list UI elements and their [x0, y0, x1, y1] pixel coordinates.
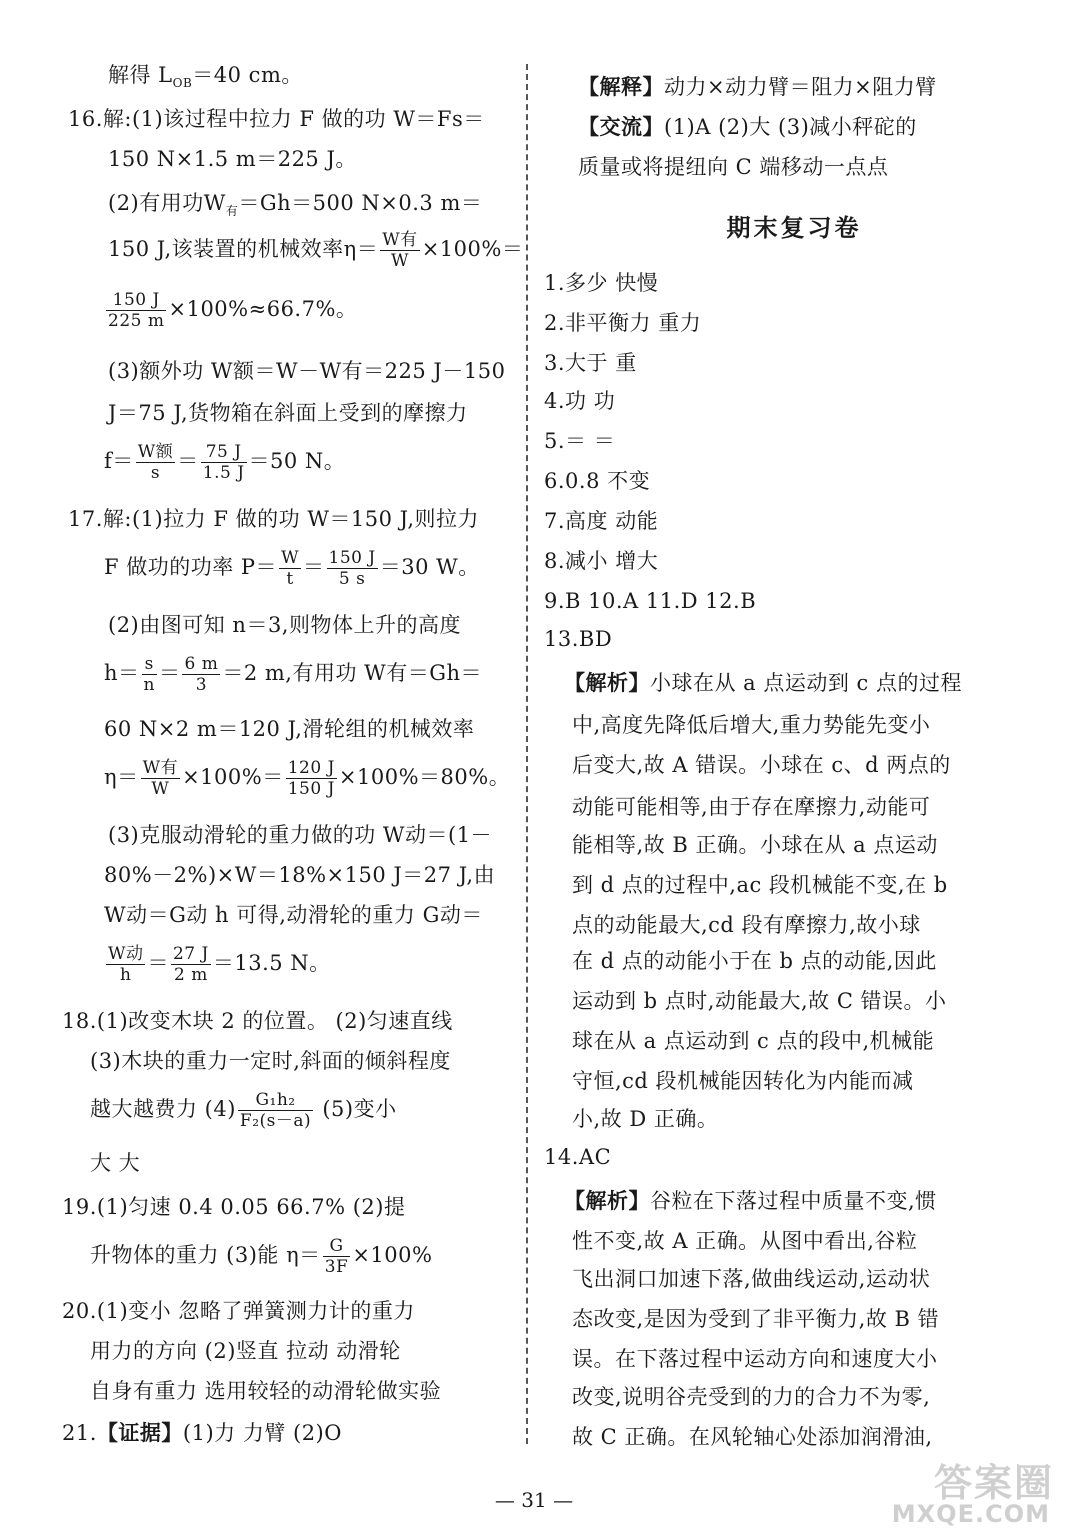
answer-13: 13.BD — [544, 627, 613, 651]
q20-line-3: 自身有重力 选用较轻的动滑轮做实验 — [90, 1379, 442, 1403]
fraction: W有 W — [382, 230, 418, 271]
q18-line-1: 18.(1)改变木块 2 的位置。 (2)匀速直线 — [62, 1009, 453, 1033]
q13-analysis-8: 在 d 点的动能小于在 b 点的动能,因此 — [572, 949, 937, 973]
q16-line-7: J＝75 J,货物箱在斜面上受到的摩擦力 — [108, 401, 468, 425]
q17-line-5: 60 N×2 m＝120 J,滑轮组的机械效率 — [104, 717, 475, 741]
line-solve-lob: 解得 $L_{OB}=40$ cm。 — [108, 63, 303, 91]
q18-line-4: 大 大 — [90, 1151, 141, 1175]
exchange-line-1: 【交流】(1)A (2)大 (3)减小秤砣的 — [578, 115, 917, 139]
q14-analysis-6: 改变,说明谷壳受到的力的合力不为零, — [572, 1385, 931, 1409]
page-number: — 31 — — [494, 1488, 574, 1512]
q13-analysis-10: 球在从 a 点运动到 c 点的段中,机械能 — [572, 1029, 935, 1053]
fraction: W有 W — [142, 758, 179, 799]
exchange-line-2: 质量或将提纽向 C 端移动一点点 — [578, 155, 889, 179]
fraction: W动 h — [108, 944, 144, 985]
section-title: 期末复习卷 — [726, 214, 862, 242]
fraction: $\frac{\text{G₁h₂}}{\text{F₂(s－a)}}$ — [239, 1090, 312, 1131]
q13-analysis-1: 【解析】小球在从 a 点运动到 c 点的过程 — [564, 671, 962, 695]
q16-line-3: (2)有用功$W_有=Gh=500$ N×0.3 m＝ — [108, 191, 483, 219]
q20-line-2: 用力的方向 (2)竖直 拉动 动滑轮 — [90, 1339, 401, 1363]
q17-line-6: η＝ W有 W ×100%＝ $\frac{120 J}{150 J}$ ×100%＝80%。 — [104, 758, 511, 799]
explain-line: 【解释】动力×动力臂＝阻力×阻力臂 — [578, 75, 937, 99]
fraction: $\frac{75 J}{1.5 J}$ — [202, 442, 245, 483]
q16-line-2: 150 N×1.5 m＝225 J。 — [108, 147, 357, 171]
column-divider — [526, 64, 528, 1444]
q13-analysis-11: 守恒,cd 段机械能因转化为内能而减 — [572, 1069, 914, 1093]
answer-2: 2.非平衡力 重力 — [544, 311, 702, 335]
q16-line-5: $\frac{150 J}{225 m}$ ×100%≈66.7%。 — [108, 290, 358, 331]
q13-analysis-7: 点的动能最大,cd 段有摩擦力,故小球 — [572, 913, 921, 937]
q21-line-1: 21.【证据】(1)力 力臂 (2)O — [62, 1421, 342, 1445]
q20-line-1: 20.(1)变小 忽略了弹簧测力计的重力 — [62, 1299, 415, 1323]
q13-analysis-9: 运动到 b 点时,动能最大,故 C 错误。小 — [572, 989, 947, 1013]
q17-line-9: W动＝G动 h 可得,动滑轮的重力 G动＝ — [104, 903, 483, 927]
q17-line-2: F 做功的功率 P＝ $\frac{W}{t}$ ＝ $\frac{150 J}{5 s}$ ＝30 W。 — [104, 548, 480, 589]
q13-analysis-3: 后变大,故 A 错误。小球在 c、d 两点的 — [572, 753, 951, 777]
fraction: W额 s — [137, 442, 174, 483]
q18-line-3: 越大越费力 (4) $\frac{\text{G₁h₂}}{\text{F₂(s－a)}}$ (5)变小 — [90, 1090, 397, 1131]
q14-analysis-3: 飞出洞口加速下落,做曲线运动,运动状 — [572, 1267, 931, 1291]
answer-3: 3.大于 重 — [544, 351, 637, 375]
watermark-url: MXQE.COM — [891, 1500, 1050, 1528]
q16-line-1: 16.解:(1)该过程中拉力 F 做的功 W＝Fs＝ — [68, 107, 485, 131]
q14-analysis-1: 【解析】谷粒在下落过程中质量不变,惯 — [564, 1189, 937, 1213]
answer-4: 4.功 功 — [544, 389, 616, 413]
q17-line-8: 80%－2%)×W＝18%×150 J＝27 J,由 — [104, 863, 496, 887]
q17-line-3: (2)由图可知 n＝3,则物体上升的高度 — [108, 613, 461, 637]
fraction: $\frac{27 J}{2 m}$ — [172, 944, 209, 985]
fraction: $\frac{G}{3F}$ — [324, 1236, 349, 1277]
watermark-text: 答案圈 — [933, 1461, 1054, 1505]
q16-line-4: 150 J,该装置的机械效率η＝ W有 W ×100%＝ — [108, 230, 524, 271]
q17-line-1: 17.解:(1)拉力 F 做的功 W＝150 J,则拉力 — [68, 507, 480, 531]
answer-14: 14.AC — [544, 1145, 612, 1169]
watermark-logo — [884, 1452, 1054, 1532]
answer-6: 6.0.8 不变 — [544, 469, 651, 493]
answer-1: 1.多少 快慢 — [544, 271, 659, 295]
answer-7: 7.高度 动能 — [544, 509, 659, 533]
q13-analysis-5: 能相等,故 B 正确。小球在从 a 点运动 — [572, 833, 938, 857]
q14-analysis-2: 性不变,故 A 正确。从图中看出,谷粒 — [572, 1229, 918, 1253]
q18-line-2: (3)木块的重力一定时,斜面的倾斜程度 — [90, 1049, 451, 1073]
q17-line-7: (3)克服动滑轮的重力做的功 W动＝(1－ — [108, 823, 493, 847]
q17-line-10: W动 h ＝ $\frac{27 J}{2 m}$ ＝13.5 N。 — [108, 944, 331, 985]
q14-analysis-7: 故 C 正确。在风轮轴心处添加润滑油, — [572, 1425, 933, 1449]
fraction: $\frac{6 m}{3}$ — [184, 654, 219, 695]
q13-analysis-4: 动能可能相等,由于存在摩擦力,动能可 — [572, 795, 931, 819]
fraction: $\frac{150 J}{5 s}$ — [328, 548, 376, 589]
q16-line-8: f＝ W额 s ＝ $\frac{75 J}{1.5 J}$ ＝50 N。 — [104, 442, 346, 483]
fraction: $\frac{W}{t}$ — [281, 548, 300, 589]
fraction: $\frac{s}{n}$ — [143, 654, 155, 695]
answer-8: 8.减小 增大 — [544, 549, 659, 573]
fraction: $\frac{120 J}{150 J}$ — [287, 758, 335, 799]
q17-line-4: h＝ $\frac{s}{n}$ ＝ $\frac{6 m}{3}$ ＝2 m,有用功 W有＝Gh＝ — [104, 654, 483, 695]
q14-analysis-5: 误。在下落过程中运动方向和速度大小 — [572, 1347, 938, 1371]
q13-analysis-2: 中,高度先降低后增大,重力势能先变小 — [572, 713, 931, 737]
answer-9-12: 9.B 10.A 11.D 12.B — [544, 589, 757, 613]
q14-analysis-4: 态改变,是因为受到了非平衡力,故 B 错 — [572, 1307, 940, 1331]
q13-analysis-6: 到 d 点的过程中,ac 段机械能不变,在 b — [572, 873, 948, 897]
q13-analysis-12: 小,故 D 正确。 — [572, 1107, 719, 1131]
q16-line-6: (3)额外功 W额＝W－W有＝225 J－150 — [108, 359, 506, 383]
q19-line-1: 19.(1)匀速 0.4 0.05 66.7% (2)提 — [62, 1195, 406, 1219]
q19-line-2: 升物体的重力 (3)能 η＝ $\frac{G}{3F}$ ×100% — [90, 1236, 433, 1277]
answer-5: 5.＝ ＝ — [544, 429, 616, 453]
fraction: $\frac{150 J}{225 m}$ — [108, 290, 165, 331]
